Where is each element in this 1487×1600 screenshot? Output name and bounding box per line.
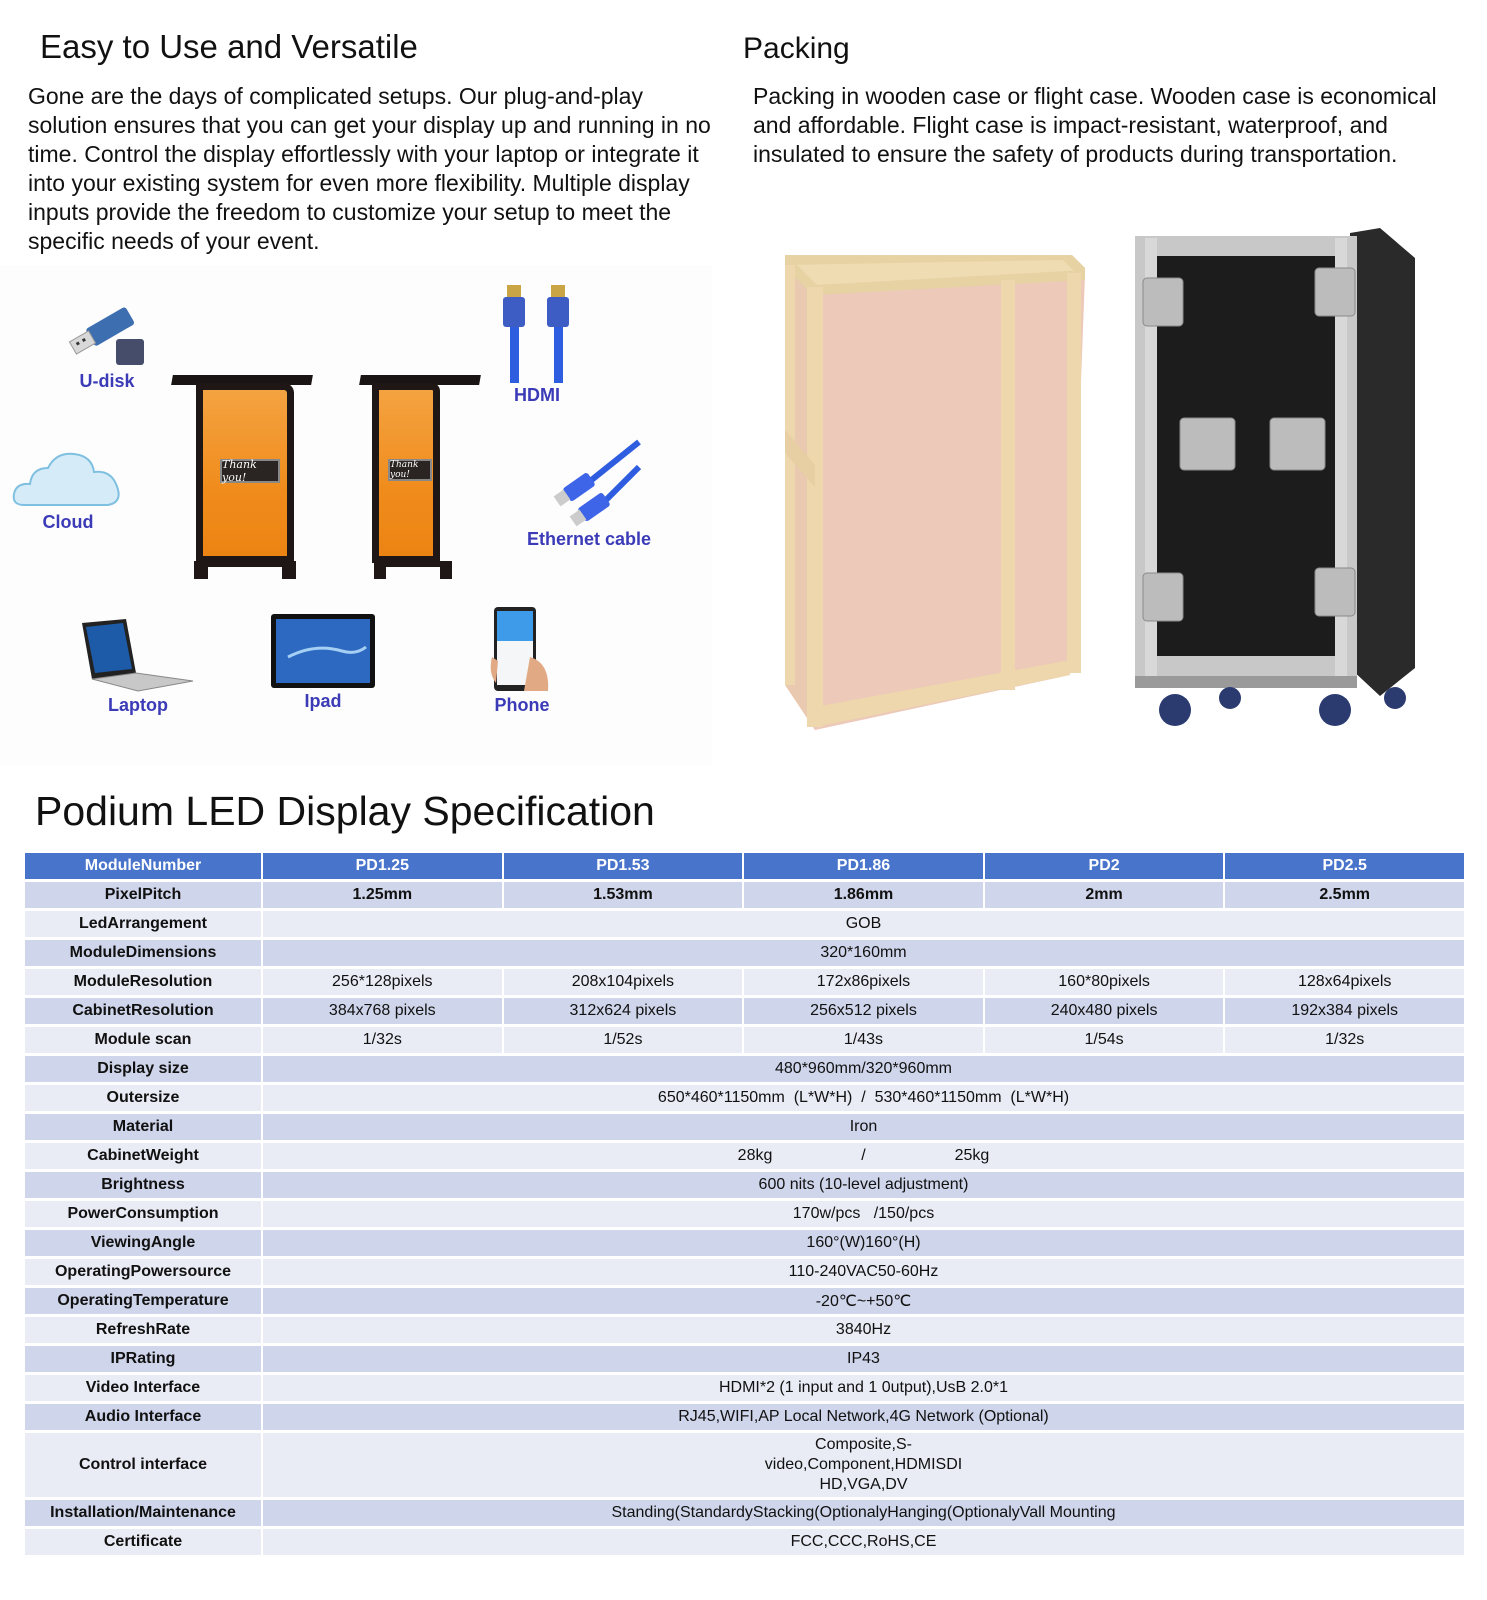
spec-row	[25, 1317, 1464, 1343]
u-disk-item	[62, 297, 152, 392]
spec-row	[25, 1172, 1464, 1198]
spec-cell: 1/54s	[985, 1027, 1224, 1053]
packing-title: Packing	[743, 32, 850, 65]
phone-icon	[488, 607, 556, 693]
spec-row	[25, 882, 1464, 908]
spec-cell-span: 160°(W)160°(H)	[263, 1230, 1464, 1256]
spec-table-body	[25, 882, 1464, 1555]
spec-cell: 208x104pixels	[504, 969, 743, 995]
spec-cell-span: Iron	[263, 1114, 1464, 1140]
spec-row	[25, 1114, 1464, 1140]
spec-row-label: OperatingPowersource	[25, 1259, 261, 1285]
laptop-item	[78, 613, 198, 716]
spec-cell-line: HD,VGA,DV	[819, 1476, 908, 1493]
spec-row	[25, 1085, 1464, 1111]
spec-row-label: CabinetWeight	[25, 1143, 261, 1169]
spec-cell: 192x384 pixels	[1225, 998, 1464, 1024]
spec-cell-span: GOB	[263, 911, 1464, 937]
spec-cell-span: 320*160mm	[263, 940, 1464, 966]
spec-cell: 172x86pixels	[744, 969, 983, 995]
spec-row	[25, 940, 1464, 966]
spec-row	[25, 1404, 1464, 1430]
spec-cell: 240x480 pixels	[985, 998, 1224, 1024]
spec-row	[25, 1375, 1464, 1401]
spec-row-label: ViewingAngle	[25, 1230, 261, 1256]
podium-sign-small: Thank you!	[388, 459, 432, 481]
spec-row-label: Material	[25, 1114, 261, 1140]
spec-row	[25, 1500, 1464, 1526]
laptop-icon	[78, 613, 198, 693]
ipad-item	[270, 613, 376, 712]
phone-label: Phone	[494, 695, 550, 715]
podium-sign: Thank you!	[220, 459, 280, 483]
easy-to-use-title: Easy to Use and Versatile	[40, 28, 418, 65]
spec-row-label: CabinetResolution	[25, 998, 261, 1024]
cloud-item	[12, 450, 124, 533]
spec-cell: 256*128pixels	[263, 969, 502, 995]
spec-cell: 1.86mm	[744, 882, 983, 908]
spec-row-label: ModuleDimensions	[25, 940, 261, 966]
spec-cell: 1.53mm	[504, 882, 743, 908]
spec-cell-line: video,Component,HDMISDI	[764, 1456, 963, 1473]
spec-cell: 2mm	[985, 882, 1224, 908]
spec-row-label: PixelPitch	[25, 882, 261, 908]
spec-row-label: Display size	[25, 1056, 261, 1082]
laptop-label: Laptop	[108, 695, 168, 715]
hdmi-cable-icon	[497, 285, 577, 383]
u-disk-label: U-disk	[79, 371, 135, 391]
easy-to-use-paragraph: Gone are the days of complicated setups. Our plug-and-play solution ensures that you can get your display up and running in no time. Control the display effortlessly with your laptop or integrate it into your existing system for even more flexibility. Multiple display inputs provide the freedom to customize your setup to meet the specific needs of your event.	[28, 83, 711, 254]
spec-row-label: Control interface	[25, 1433, 261, 1497]
spec-cell: 2.5mm	[1225, 882, 1464, 908]
spec-row	[25, 1143, 1464, 1169]
usb-drive-icon	[62, 297, 152, 369]
spec-table	[23, 850, 1466, 1558]
spec-row	[25, 1201, 1464, 1227]
spec-cell-line: Composite,S-	[815, 1436, 912, 1453]
ethernet-cable-icon	[534, 437, 644, 527]
spec-header-cell: PD1.53	[504, 853, 743, 879]
spec-cell: 1/43s	[744, 1027, 983, 1053]
spec-row	[25, 1529, 1464, 1555]
flight-case-image	[1135, 228, 1460, 738]
spec-row-label: OperatingTemperature	[25, 1288, 261, 1314]
spec-row-label: Outersize	[25, 1085, 261, 1111]
spec-header-cell: ModuleNumber	[25, 853, 261, 879]
hdmi-item	[497, 285, 577, 406]
spec-cell-span: -20℃~+50℃	[263, 1288, 1464, 1314]
spec-cell-span: 28kg / 25kg	[263, 1143, 1464, 1169]
spec-row-label: ModuleResolution	[25, 969, 261, 995]
spec-row-label: LedArrangement	[25, 911, 261, 937]
spec-cell-span: Standing(StandardyStacking(OptionalyHanging(OptionalyVall Mounting	[263, 1500, 1464, 1526]
spec-row	[25, 1027, 1464, 1053]
cloud-label: Cloud	[42, 512, 94, 532]
podium-display-front	[172, 375, 312, 585]
spec-cell-span: RJ45,WIFI,AP Local Network,4G Network (Optional)	[263, 1404, 1464, 1430]
spec-row	[25, 1259, 1464, 1285]
ipad-label: Ipad	[304, 691, 342, 711]
spec-header-cell: PD1.25	[263, 853, 502, 879]
spec-row-label: Module scan	[25, 1027, 261, 1053]
spec-cell: 160*80pixels	[985, 969, 1224, 995]
wooden-crate-image	[785, 255, 1085, 730]
spec-row	[25, 911, 1464, 937]
spec-cell-span: 480*960mm/320*960mm	[263, 1056, 1464, 1082]
spec-row-label: Brightness	[25, 1172, 261, 1198]
spec-cell-span: HDMI*2 (1 input and 1 0utput),UsB 2.0*1	[263, 1375, 1464, 1401]
ethernet-label: Ethernet cable	[527, 529, 652, 549]
spec-cell: 128x64pixels	[1225, 969, 1464, 995]
tablet-icon	[270, 613, 376, 689]
hdmi-label: HDMI	[514, 385, 560, 405]
ethernet-item	[527, 437, 651, 550]
podium-display-angled	[360, 375, 480, 585]
spec-row	[25, 998, 1464, 1024]
spec-cell-span: 600 nits (10-level adjustment)	[263, 1172, 1464, 1198]
spec-row-label: PowerConsumption	[25, 1201, 261, 1227]
spec-cell: 312x624 pixels	[504, 998, 743, 1024]
spec-cell-span: IP43	[263, 1346, 1464, 1372]
spec-cell: 1/32s	[1225, 1027, 1464, 1053]
spec-cell-span: FCC,CCC,RoHS,CE	[263, 1529, 1464, 1555]
spec-cell-span: 3840Hz	[263, 1317, 1464, 1343]
spec-cell: 1.25mm	[263, 882, 502, 908]
spec-row	[25, 1288, 1464, 1314]
spec-cell: 256x512 pixels	[744, 998, 983, 1024]
spec-row-label: Video Interface	[25, 1375, 261, 1401]
spec-cell: 384x768 pixels	[263, 998, 502, 1024]
packing-paragraph: Packing in wooden case or flight case. Wooden case is economical and affordable. Flight case is impact-resistant, waterproof, and insulated to ensure the safety of products during transportation.	[753, 83, 1437, 167]
spec-row	[25, 969, 1464, 995]
spec-cell-span	[263, 1433, 1464, 1497]
cloud-icon	[12, 450, 124, 510]
spec-row-label: Audio Interface	[25, 1404, 261, 1430]
spec-row-label: RefreshRate	[25, 1317, 261, 1343]
spec-row	[25, 1346, 1464, 1372]
spec-header-cell: PD2	[985, 853, 1224, 879]
spec-cell: 1/32s	[263, 1027, 502, 1053]
spec-row	[25, 1433, 1464, 1497]
spec-header-cell: PD2.5	[1225, 853, 1464, 879]
spec-row-label: IPRating	[25, 1346, 261, 1372]
spec-row-label: Certificate	[25, 1529, 261, 1555]
spec-header-row	[25, 853, 1464, 879]
spec-cell-span: 170w/pcs /150/pcs	[263, 1201, 1464, 1227]
phone-item	[488, 607, 556, 716]
connectivity-illustration	[0, 265, 712, 765]
spec-cell-span: 110-240VAC50-60Hz	[263, 1259, 1464, 1285]
spec-row	[25, 1056, 1464, 1082]
spec-header-cell: PD1.86	[744, 853, 983, 879]
spec-title: Podium LED Display Specification	[35, 788, 655, 834]
spec-cell-span: 650*460*1150mm (L*W*H) / 530*460*1150mm (L*W*H)	[263, 1085, 1464, 1111]
spec-cell: 1/52s	[504, 1027, 743, 1053]
spec-row-label: Installation/Maintenance	[25, 1500, 261, 1526]
spec-row	[25, 1230, 1464, 1256]
